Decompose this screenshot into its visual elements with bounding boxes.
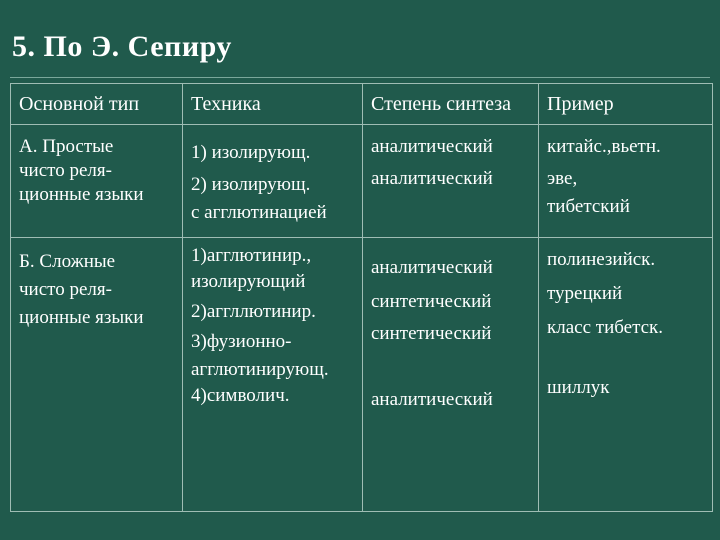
cell-type — [11, 125, 183, 238]
cell-example — [539, 125, 713, 238]
cell-technique — [183, 238, 363, 512]
table-header-row — [11, 84, 713, 125]
cell-technique — [183, 125, 363, 238]
cell-line: 1) изолирующ. — [191, 142, 311, 163]
header-cell-type: Основной тип — [11, 84, 183, 125]
cell-line: чисто реля- — [19, 279, 112, 300]
cell-line: ционные языки — [19, 307, 144, 328]
cell-line: 1)агглютинир., — [191, 245, 312, 266]
classification-table — [10, 83, 713, 512]
cell-line: изолирующий — [191, 271, 306, 292]
table-row — [11, 125, 713, 238]
cell-line: с агглютинацией — [191, 202, 327, 223]
spacer — [371, 348, 538, 386]
cell-line: аналитический — [371, 257, 493, 278]
cell-line: эве, — [547, 168, 578, 189]
cell-line: агглютинирующ. — [191, 359, 329, 380]
cell-line: аналитический — [371, 136, 493, 157]
cell-line: 2)аггллютинир. — [191, 301, 316, 322]
cell-line: турецкий — [547, 283, 623, 304]
header-cell-example: Пример — [539, 84, 713, 125]
cell-example — [539, 238, 713, 512]
cell-line: чисто реля- — [19, 160, 112, 181]
cell-line: 2) изолирующ. — [191, 174, 311, 195]
cell-line: тибетский — [547, 196, 630, 217]
cell-type — [11, 238, 183, 512]
cell-synthesis — [363, 125, 539, 238]
cell-line: класс тибетск. — [547, 317, 664, 338]
cell-line: 4)символич. — [191, 385, 290, 406]
cell-line: синтетический — [371, 291, 492, 312]
cell-synthesis — [363, 238, 539, 512]
cell-line: аналитический — [371, 168, 493, 189]
header-cell-technique: Техника — [183, 84, 363, 125]
cell-line: китайс.,вьетн. — [547, 136, 661, 157]
cell-line: 3)фузионно- — [191, 331, 292, 352]
cell-line: ционные языки — [19, 184, 144, 205]
title-divider — [10, 77, 710, 78]
cell-line: Б. Сложные — [19, 251, 116, 272]
cell-line: аналитический — [371, 389, 493, 410]
cell-line: шиллук — [547, 377, 610, 398]
cell-line: полинезийск. — [547, 249, 656, 270]
header-cell-synthesis: Степень синтеза — [363, 84, 539, 125]
table-row — [11, 238, 713, 512]
cell-line: А. Простые — [19, 136, 114, 157]
spacer — [547, 342, 712, 374]
slide-title: 5. По Э. Сепиру — [12, 30, 232, 63]
cell-line: синтетический — [371, 323, 492, 344]
